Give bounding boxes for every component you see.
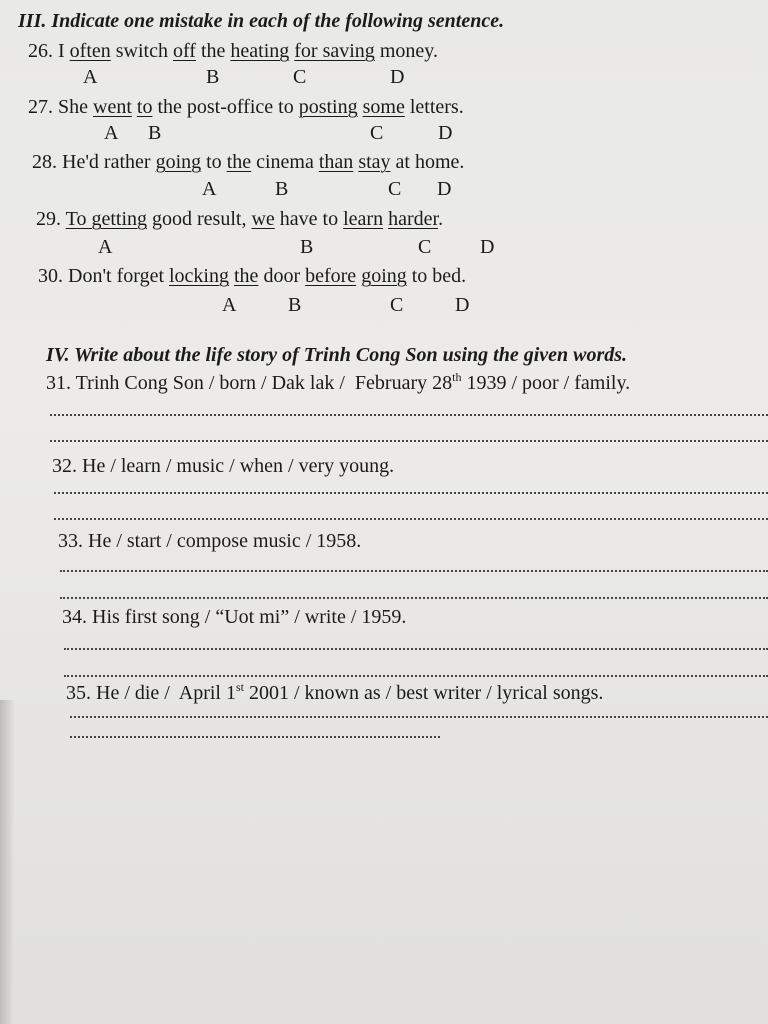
- page-shadow: [0, 700, 14, 1024]
- answer-line[interactable]: [54, 492, 768, 494]
- question-32: 32. He / learn / music / when / very young.: [52, 455, 395, 477]
- answer-line[interactable]: [54, 518, 768, 520]
- letter-b: B: [275, 178, 289, 200]
- option-c-text: posting: [298, 96, 358, 118]
- answer-line[interactable]: [64, 675, 768, 677]
- option-b-text: to: [136, 96, 153, 118]
- letter-c: C: [418, 236, 432, 258]
- option-c-text: heating: [230, 40, 290, 62]
- answer-line[interactable]: [50, 414, 768, 416]
- option-a-text: locking: [169, 265, 229, 287]
- answer-letters-30: [0, 294, 600, 318]
- answer-letters-27: [0, 122, 600, 146]
- question-28: 28. He'd rather going to the cinema than stay at home.: [32, 151, 465, 173]
- answer-line[interactable]: [70, 736, 440, 738]
- answer-line[interactable]: [64, 648, 768, 650]
- letter-b: B: [206, 66, 220, 88]
- letter-d: D: [438, 122, 453, 144]
- answer-letters-28: [0, 178, 600, 202]
- option-d-text: going: [361, 265, 407, 287]
- question-31: 31. Trinh Cong Son / born / Dak lak / February 28th 1939 / poor / family.: [46, 370, 631, 394]
- letter-a: A: [98, 236, 113, 258]
- letter-c: C: [388, 178, 402, 200]
- option-d-text: stay: [358, 151, 391, 173]
- question-29: 29. To getting good result, we have to learn harder.: [36, 208, 444, 230]
- option-a-text: went: [93, 96, 132, 118]
- answer-letters-29: [0, 236, 600, 260]
- answer-line[interactable]: [50, 440, 768, 442]
- option-c-text: than: [318, 151, 354, 173]
- option-d-text: harder: [388, 208, 439, 230]
- letter-b: B: [148, 122, 162, 144]
- option-b-text: we: [251, 208, 275, 230]
- section-4-heading: IV. Write about the life story of Trinh Cong Son using the given words.: [46, 344, 628, 366]
- option-b-text: the: [234, 265, 259, 287]
- option-d-text: for saving: [294, 40, 375, 62]
- letter-c: C: [390, 294, 404, 316]
- question-26: 26. I often switch off the heating for saving money.: [28, 40, 438, 62]
- option-a-text: often: [69, 40, 111, 62]
- option-c-text: before: [305, 265, 357, 287]
- option-c-text: learn: [343, 208, 384, 230]
- letter-d: D: [480, 236, 495, 258]
- answer-line[interactable]: [70, 716, 768, 718]
- question-30: 30. Don't forget locking the door before going to bed.: [38, 265, 467, 287]
- answer-letters-26: [0, 66, 600, 90]
- letter-d: D: [455, 294, 470, 316]
- letter-b: B: [300, 236, 314, 258]
- letter-d: D: [437, 178, 452, 200]
- answer-line[interactable]: [60, 570, 768, 572]
- letter-c: C: [370, 122, 384, 144]
- letter-c: C: [293, 66, 307, 88]
- letter-a: A: [104, 122, 119, 144]
- option-a-text: going: [155, 151, 202, 173]
- section-3-heading: III. Indicate one mistake in each of the following sentence.: [18, 10, 505, 32]
- option-a-text: To getting: [65, 208, 148, 230]
- letter-b: B: [288, 294, 302, 316]
- answer-line[interactable]: [60, 597, 768, 599]
- option-d-text: some: [362, 96, 405, 118]
- letter-a: A: [222, 294, 237, 316]
- question-33: 33. He / start / compose music / 1958.: [58, 530, 362, 552]
- letter-a: A: [202, 178, 217, 200]
- letter-d: D: [390, 66, 405, 88]
- option-b-text: off: [172, 40, 196, 62]
- question-27: 27. She went to the post-office to posting some letters.: [28, 96, 464, 118]
- letter-a: A: [83, 66, 98, 88]
- question-34: 34. His first song / “Uot mi” / write / 1959.: [62, 606, 407, 628]
- option-b-text: the: [226, 151, 252, 173]
- question-35: 35. He / die / April 1st 2001 / known as / best writer / lyrical songs.: [66, 680, 604, 704]
